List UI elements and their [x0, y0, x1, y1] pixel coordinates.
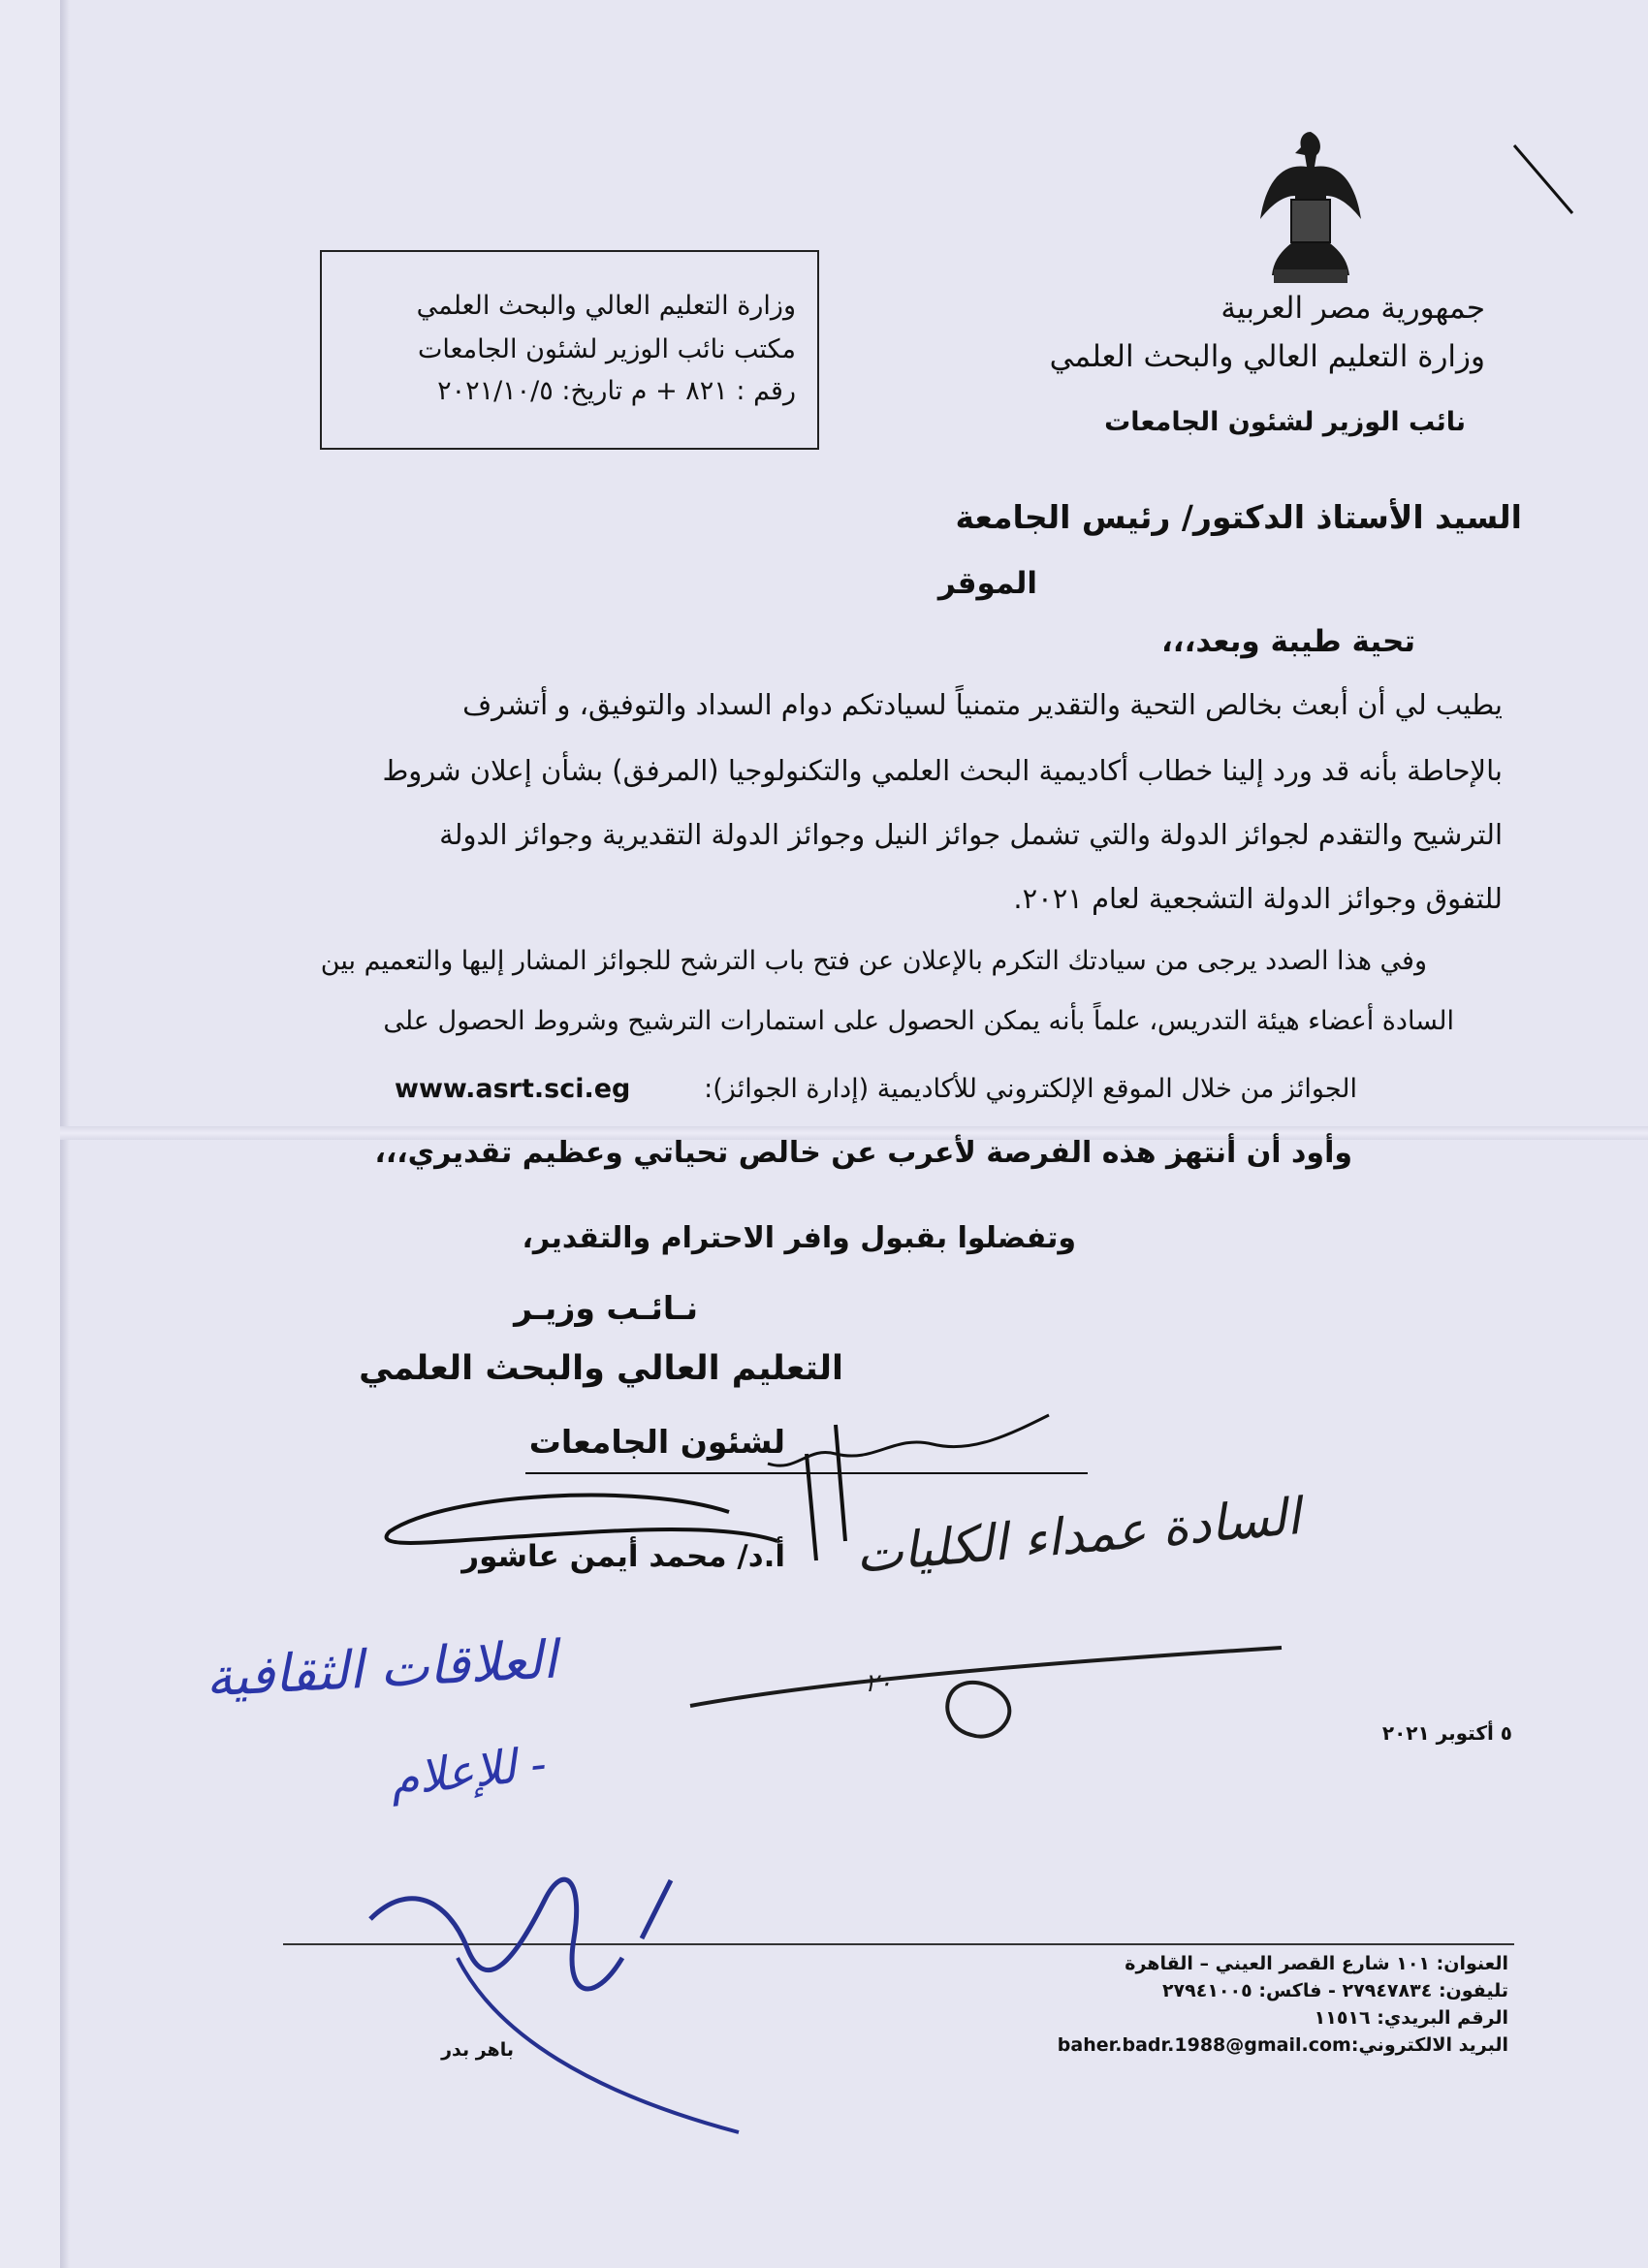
body-line-7: الجوائز من خلال الموقع الإلكتروني للأكاديمية (إدارة الجوائز): — [704, 1074, 1357, 1104]
margin-pen-mark — [1505, 136, 1582, 223]
footer-address: العنوان: ١٠١ شارع القصر العيني – القاهرة — [1125, 1953, 1508, 1974]
body-line-2: بالإحاطة بأنه قد ورد إلينا خطاب أكاديمية البحث العلمي والتكنولوجيا (المرفق) بشأن إعلان شروط — [382, 754, 1503, 787]
body-line-5: وفي هذا الصدد يرجى من سيادتك التكرم بالإعلان عن فتح باب الترشح للجوائز المشار إليها والتعميم بين — [320, 946, 1427, 976]
addressee: السيد الأستاذ الدكتور/ رئيس الجامعة — [955, 498, 1522, 536]
handwritten-underline-stroke — [681, 1628, 1301, 1754]
footer-email-label: البريد الالكتروني: — [1350, 2034, 1508, 2056]
letter-date: ٥ أكتوبر ٢٠٢١ — [1381, 1721, 1512, 1745]
body-line-1: يطيب لي أن أبعث بخالص التحية والتقدير متمنياً لسيادتكم دوام السداد والتوفيق، و أتشرف — [462, 688, 1503, 721]
footer-phone: تليفون: ٢٧٩٤٧٨٣٤ - فاكس: ٢٧٩٤١٠٠٥ — [1161, 1980, 1508, 2001]
letterhead-office: نائب الوزير لشئون الجامعات — [1104, 407, 1466, 437]
egypt-eagle-emblem-icon — [1252, 124, 1369, 289]
website-link[interactable]: www.asrt.sci.eg — [395, 1074, 631, 1104]
greeting: تحية طيبة وبعد،،، — [1161, 624, 1415, 659]
closing-line-2: وتفضلوا بقبول وافر الاحترام والتقدير، — [522, 1221, 1076, 1255]
ref-office: مكتب نائب الوزير لشئون الجامعات — [417, 334, 796, 364]
footer-author: باهر بدر — [441, 2039, 514, 2061]
blue-handwritten-signature — [351, 1842, 758, 2152]
body-line-4: للتفوق وجوائز الدولة التشجعية لعام ٢٠٢١. — [1013, 882, 1503, 915]
letterhead-ministry: وزارة التعليم العالي والبحث العلمي — [1049, 339, 1485, 374]
signature-title-3: لشئون الجامعات — [528, 1423, 785, 1461]
ref-number-date: رقم : ٨٢١ + م تاريخ: ٢٠٢١/١٠/٥ — [437, 376, 796, 406]
letterhead-country: جمهورية مصر العربية — [1220, 291, 1485, 326]
ref-ministry: وزارة التعليم العالي والبحث العلمي — [416, 291, 796, 321]
scanned-letter — [60, 0, 1648, 2268]
reference-box — [320, 250, 819, 450]
body-line-3: الترشيح والتقدم لجوائز الدولة والتي تشمل جوائز النيل وجوائز الدولة التقديرية وجوائز الدولة — [439, 818, 1503, 851]
honorific: الموقر — [937, 566, 1037, 601]
body-line-6: السادة أعضاء هيئة التدريس، علماً بأنه يمكن الحصول على استمارات الترشيح وشروط الحصول على — [383, 1006, 1454, 1036]
footer-email[interactable]: baher.badr.1988@gmail.com — [1057, 2034, 1351, 2056]
footer-email-line — [1058, 2034, 1508, 2056]
handwritten-number: ٢٠ — [865, 1669, 892, 1698]
signature-title-1: نـائـب وزيـر — [514, 1289, 698, 1327]
signature-name: أ.د/ محمد أيمن عاشور — [461, 1539, 785, 1574]
handwritten-note-cultural: العلاقات الثقافية — [204, 1628, 558, 1709]
signature-title-2: التعليم العالي والبحث العلمي — [359, 1349, 843, 1388]
footer-postal: الرقم البريدي: ١١٥١٦ — [1314, 2007, 1508, 2029]
handwritten-note-announce: - للإعلام — [387, 1736, 550, 1808]
closing-line-1: وأود أن أنتهز هذه الفرصة لأعرب عن خالص تحياتي وعظيم تقديري،،، — [374, 1136, 1352, 1170]
handwritten-note-deans: السادة عمداء الكليات — [853, 1488, 1303, 1585]
